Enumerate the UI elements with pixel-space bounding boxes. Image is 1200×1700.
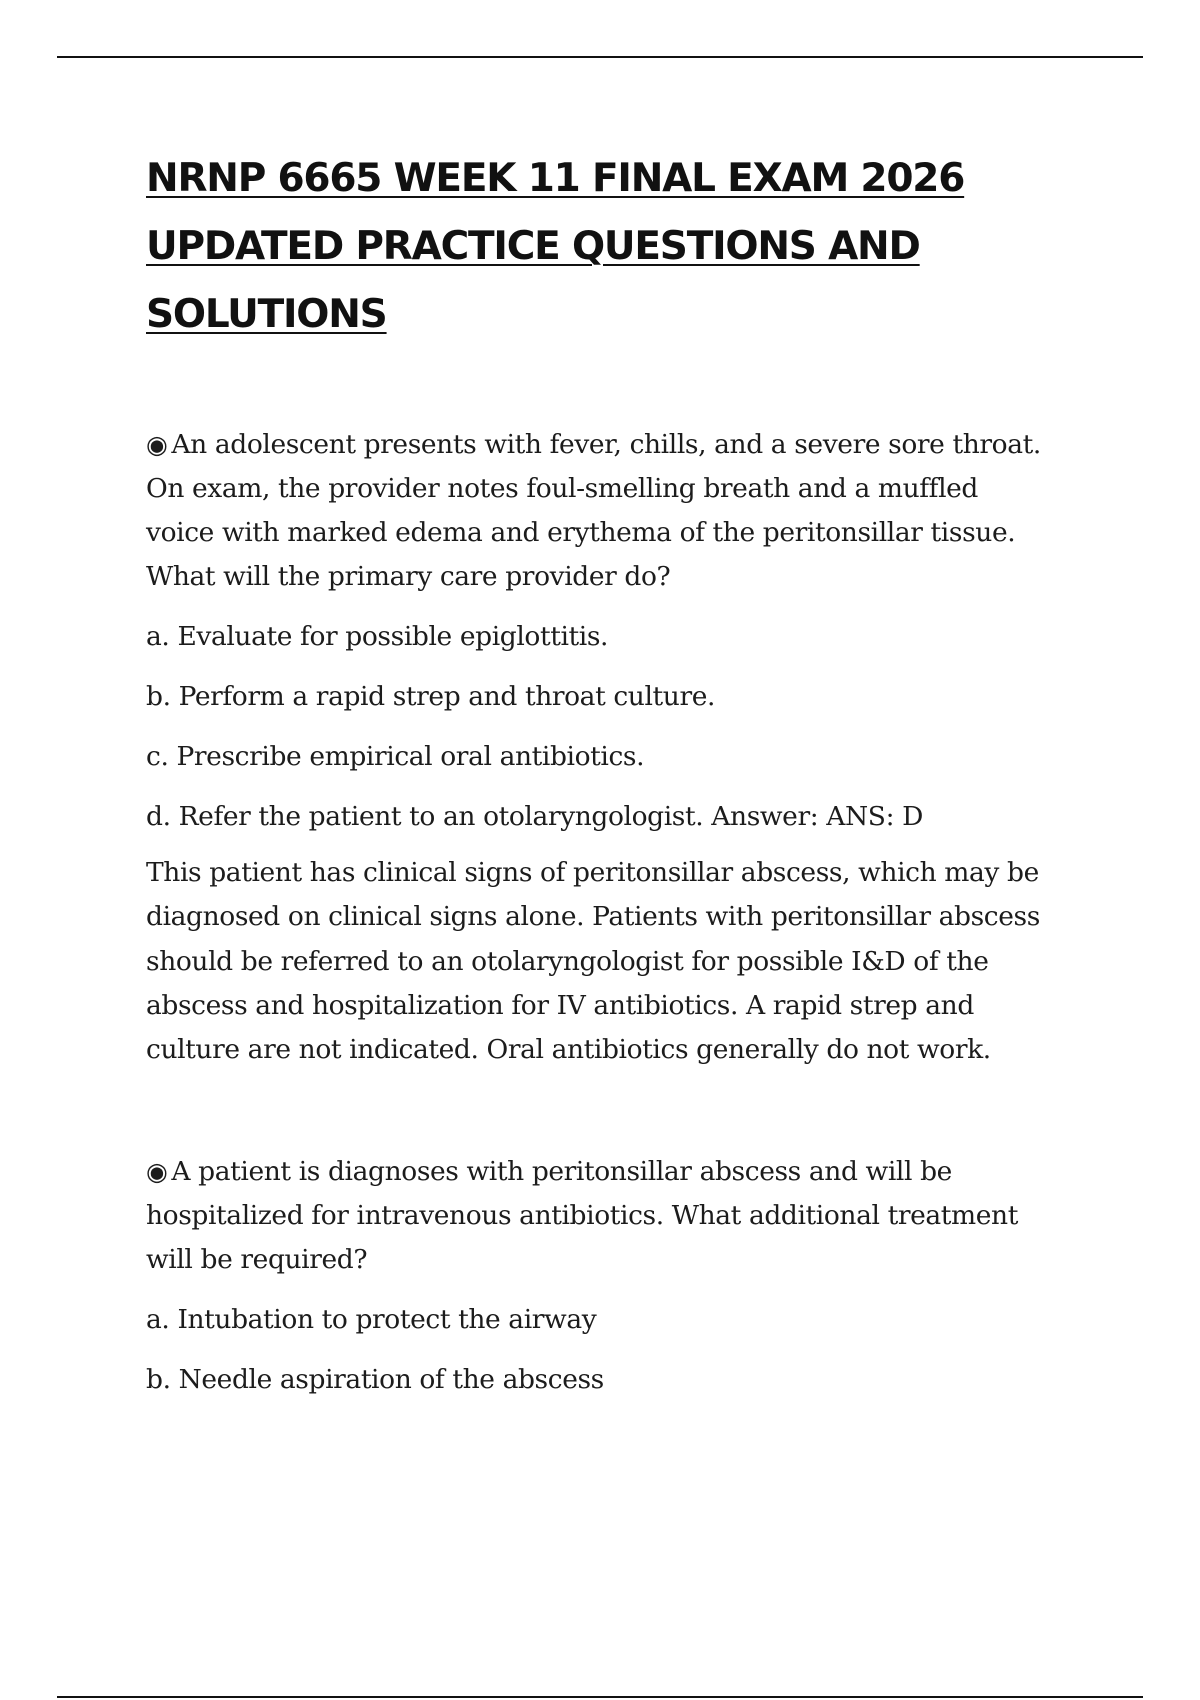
explanation-line: This patient has clinical signs of peritonsillar abscess, which may be [146,857,1039,888]
answer-option-c: c. Prescribe empirical oral antibiotics. [146,741,645,772]
title-line: SOLUTIONS [146,292,387,337]
stem-line: hospitalized for intravenous antibiotics. What additional treatment [146,1200,1018,1231]
stem-line: A patient is diagnoses with peritonsillar abscess and will be [171,1156,952,1187]
answer-option-a: a. Intubation to protect the airway [146,1304,597,1335]
explanation-line: diagnosed on clinical signs alone. Patients with peritonsillar abscess [146,901,1040,933]
stem-line: What will the primary care provider do? [146,561,671,592]
answer-option-d: d. Refer the patient to an otolaryngologist. Answer: ANS: D [146,801,923,832]
title-line: NRNP 6665 WEEK 11 FINAL EXAM 2026 [146,156,965,201]
answer-option-b: b. Perform a rapid strep and throat culture. [146,681,716,712]
answer-explanation [146,851,1086,1072]
answer-option-a: a. Evaluate for possible epiglottitis. [146,621,609,652]
answer-option-b: b. Needle aspiration of the abscess [146,1364,604,1395]
explanation-line: should be referred to an otolaryngologist for possible I&D of the [146,945,989,977]
radio-bullet-icon: ◉ [146,1157,168,1186]
question-stem [146,423,1086,599]
document-title [146,145,1046,349]
explanation-line: abscess and hospitalization for IV antibiotics. A rapid strep and [146,989,974,1021]
title-line: UPDATED PRACTICE QUESTIONS AND [146,224,920,269]
question-1 [146,423,1086,1072]
bottom-divider [57,1696,1143,1698]
top-divider [57,56,1143,58]
radio-bullet-icon: ◉ [146,430,168,459]
question-stem [146,1150,1086,1282]
stem-line: On exam, the provider notes foul-smelling breath and a muffled [146,473,978,504]
explanation-line: culture are not indicated. Oral antibiotics generally do not work. [146,1034,991,1066]
stem-line: will be required? [146,1244,368,1275]
question-2 [146,1150,1086,1402]
stem-line: An adolescent presents with fever, chills, and a severe sore throat. [171,429,1041,460]
stem-line: voice with marked edema and erythema of the peritonsillar tissue. [146,517,1016,548]
